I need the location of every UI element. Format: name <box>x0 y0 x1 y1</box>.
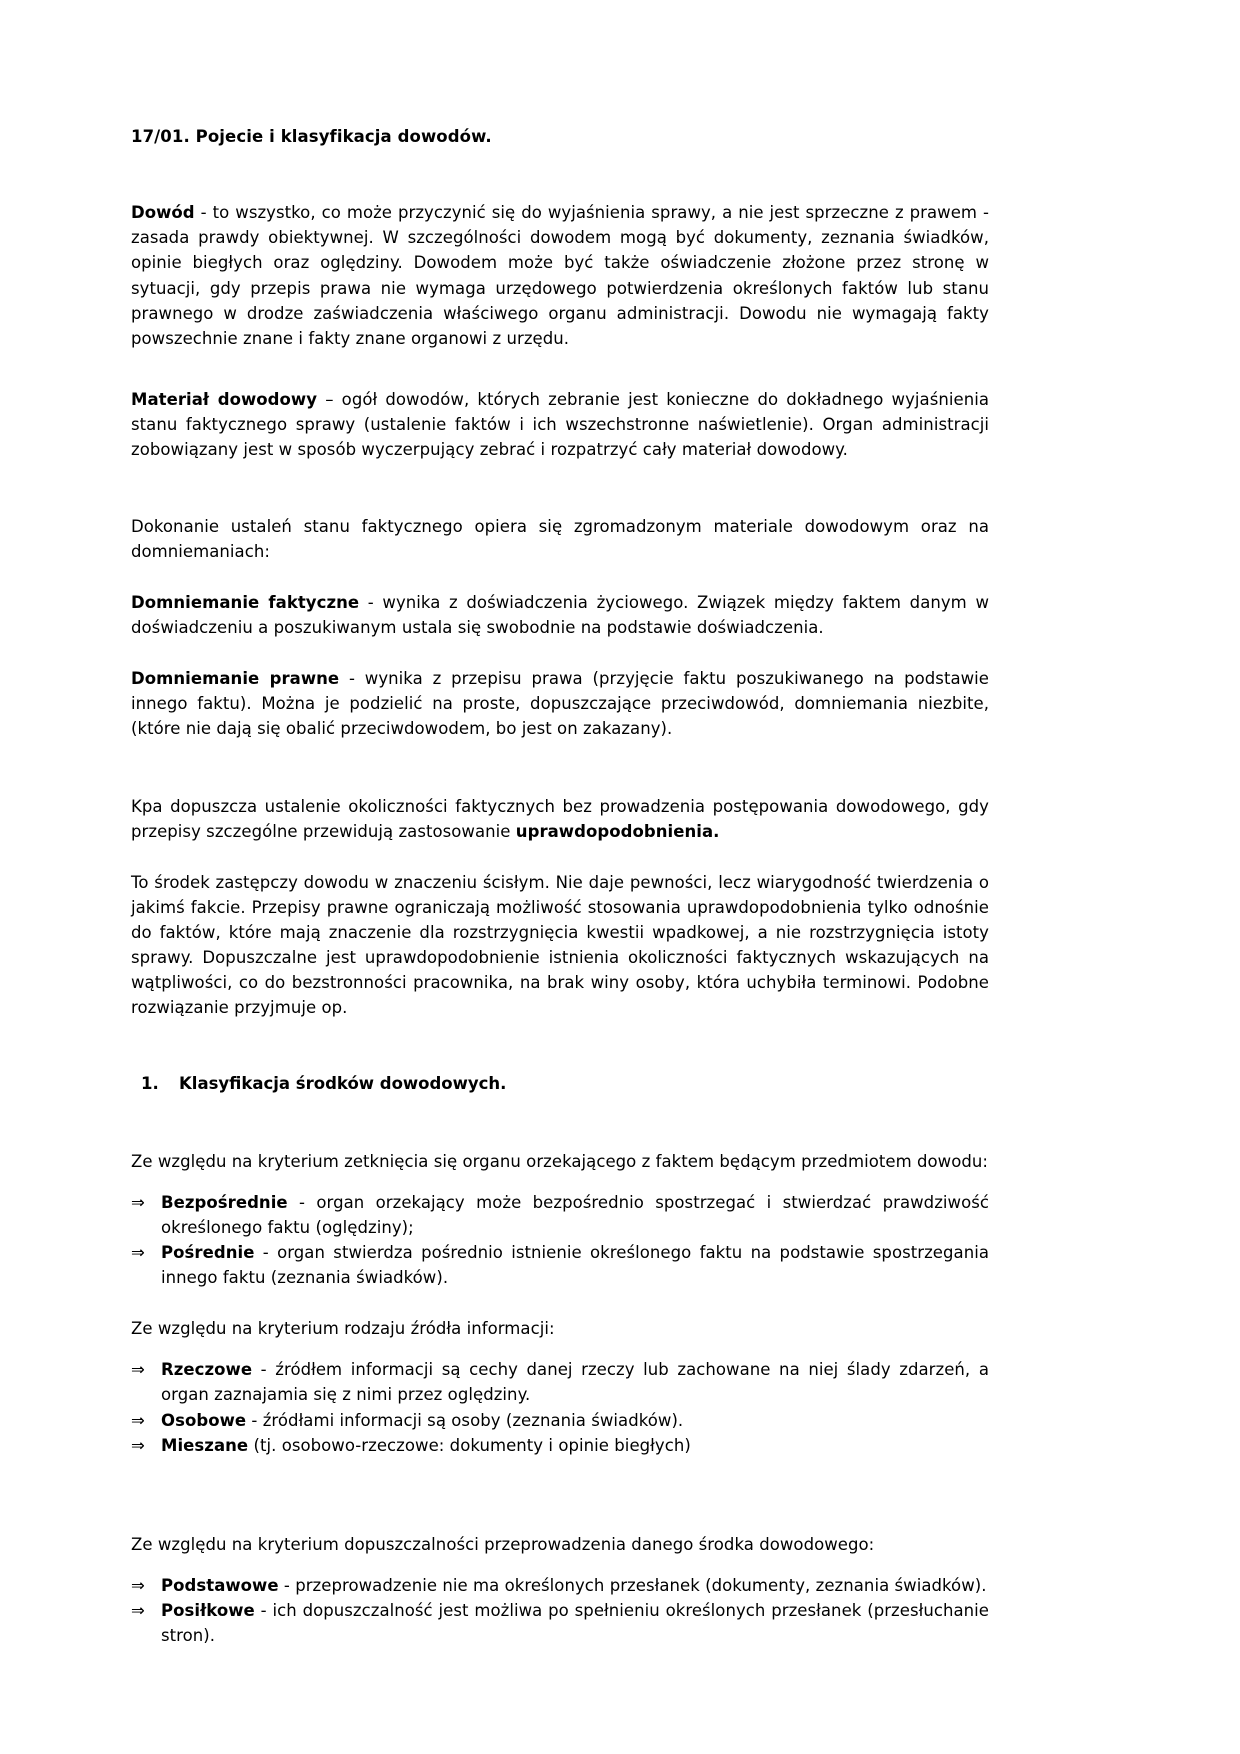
heading-klasyfikacja <box>131 1072 989 1097</box>
spacer <box>131 148 989 200</box>
spacer <box>131 1341 989 1357</box>
double-arrow-icon: ⇒ <box>131 1600 145 1620</box>
list-item <box>131 1240 989 1290</box>
intro-kryterium-dopuszczalnosci: Ze względu na kryterium dopuszczalności przeprowadzenia danego środka dowodowego: <box>131 1534 875 1554</box>
paragraph-srodek-zastepczy: To środek zastępczy dowodu w znaczeniu ścisłym. Nie daje pewności, lecz wiarygodność twierdzenia o jakimś fakcie. Przepisy prawne ograniczają możliwość stosowania uprawdopodobnienia tylko odnośnie do faktów, które mają znaczenie dla rozstrzygnięcia kwestii wpadkowej, a nie rozstrzygnięcia istoty sprawy. Dopuszczalne jest uprawdopodobnienie istnienia okoliczności faktycznych wskazujących na wątpliwości, co do bezstronności pracownika, na brak winy osoby, która uchybiła terminowi. Podobne rozwiązanie przyjmuje op. <box>131 872 989 1018</box>
term-material-dowodowy-body: – ogół dowodów, których zebranie jest konieczne do dokładnego wyjaśnienia stanu faktycznego sprawy (ustalenie faktów i ich wszechstronne naświetlenie). Organ administracji zobowiązany jest w sposób wyczerpujący zebrać i rozpatrzyć cały materiał dowodowy. <box>131 389 989 459</box>
spacer <box>131 1557 989 1573</box>
double-arrow-icon: ⇒ <box>131 1360 145 1380</box>
spacer <box>131 1174 989 1190</box>
document-content <box>131 126 989 1648</box>
list-item-term: Bezpośrednie <box>161 1192 288 1212</box>
kpa-emphasis-uprawdopodobnienia: uprawdopodobnienia. <box>515 821 720 841</box>
spacer <box>131 1097 989 1149</box>
paragraph-material-dowodowy <box>131 387 989 462</box>
list-item-term: Mieszane <box>161 1435 249 1455</box>
list-item-text <box>161 1190 989 1240</box>
spacer <box>131 640 989 666</box>
paragraph-domniemanie-faktyczne <box>131 590 989 640</box>
kpa-body-before: Kpa dopuszcza ustalenie okoliczności faktycznych bez prowadzenia postępowania dowodowego, gdy przepisy szczególne przewidują zastosowanie <box>131 796 989 841</box>
list-item <box>131 1357 989 1407</box>
list-item <box>131 1598 989 1648</box>
page-title: 17/01. Pojecie i klasyfikacja dowodów. <box>131 127 492 146</box>
list-item-body: - źródłami informacji są osoby (zeznania świadków). <box>246 1410 684 1430</box>
double-arrow-icon: ⇒ <box>131 1410 145 1430</box>
list-item <box>131 1408 989 1433</box>
double-arrow-icon: ⇒ <box>131 1192 145 1212</box>
spacer <box>131 1020 989 1072</box>
spacer <box>131 844 989 870</box>
list-item-term: Osobowe <box>161 1410 247 1430</box>
list-item-term: Podstawowe <box>161 1575 279 1595</box>
paragraph-dokonanie-ustalen: Dokonanie ustaleń stanu faktycznego opiera się zgromadzonym materiale dowodowym oraz na domniemaniach: <box>131 516 989 562</box>
spacer <box>131 1458 989 1532</box>
list-item-body: (tj. osobowo-rzeczowe: dokumenty i opinie biegłych) <box>248 1435 691 1455</box>
paragraph-kpa <box>131 794 989 844</box>
paragraph-dowod <box>131 200 989 350</box>
intro-kryterium-zrodla: Ze względu na kryterium rodzaju źródła informacji: <box>131 1319 555 1339</box>
list-item-text <box>161 1357 989 1407</box>
list-item-body: - przeprowadzenie nie ma określonych przesłanek (dokumenty, zeznania świadków). <box>278 1575 987 1595</box>
term-domniemanie-prawne-body: - wynika z przepisu prawa (przyjęcie faktu poszukiwanego na podstawie innego faktu). Można je podzielić na proste, dopuszczające przeciwdowód, domniemania niezbite, (które nie dają się obalić przeciwdowodem, bo jest on zakazany). <box>131 669 989 739</box>
intro-kryterium-zetkniecia: Ze względu na kryterium zetknięcia się organu orzekającego z faktem będącym przedmiotem dowodu: <box>131 1151 988 1171</box>
term-material-dowodowy: Materiał dowodowy <box>131 389 318 409</box>
list-item-text <box>161 1433 989 1458</box>
heading-klasyfikacja-label: Klasyfikacja środków dowodowych. <box>179 1074 507 1094</box>
double-arrow-icon: ⇒ <box>131 1243 145 1263</box>
term-domniemanie-faktyczne-body: - wynika z doświadczenia życiowego. Związek między faktem danym w doświadczeniu a poszukiwanym ustala się swobodnie na podstawie doświadczenia. <box>131 593 989 638</box>
list-item-body: - źródłem informacji są cechy danej rzeczy lub zachowane na niej ślady zdarzeń, a organ zaznajamia się z nimi przez oględziny. <box>161 1360 989 1405</box>
spacer <box>131 564 989 590</box>
list-kryterium-zetkniecia <box>131 1190 989 1290</box>
list-item-text <box>161 1408 989 1433</box>
list-item <box>131 1433 989 1458</box>
list-item-text <box>161 1240 989 1290</box>
double-arrow-icon: ⇒ <box>131 1575 145 1595</box>
list-item-body: - organ orzekający może bezpośrednio spostrzegać i stwierdzać prawdziwość określonego faktu (oględziny); <box>161 1192 989 1238</box>
list-kryterium-zrodla <box>131 1357 989 1457</box>
term-dowod-body: - to wszystko, co może przyczynić się do wyjaśnienia sprawy, a nie jest sprzeczne z prawem - zasada prawdy obiektywnej. W szczególności dowodem mogą być dokumenty, zeznania świadków, opinie biegłych oraz oględziny. Dowodem może być także oświadczenie złożone przez stronę w sytuacji, gdy przepis prawa nie wymaga urzędowego potwierdzenia określonych faktów lub stanu prawnego w drodze zaświadczenia właściwego organu administracji. Dowodu nie wymagają fakty powszechnie znane i fakty znane organowi z urzędu. <box>131 203 989 348</box>
term-dowod: Dowód <box>131 203 195 223</box>
list-item-body: - ich dopuszczalność jest możliwa po spełnieniu określonych przesłanek (przesłuchanie stron). <box>161 1600 989 1645</box>
list-item <box>131 1190 989 1240</box>
list-item-text <box>161 1598 989 1648</box>
spacer <box>131 351 989 387</box>
list-item-text <box>161 1573 989 1598</box>
list-item-term: Rzeczowe <box>161 1360 253 1380</box>
spacer <box>131 1290 989 1316</box>
spacer <box>131 742 989 794</box>
list-item <box>131 1573 989 1598</box>
paragraph-domniemanie-prawne <box>131 666 989 741</box>
double-arrow-icon: ⇒ <box>131 1435 145 1455</box>
spacer <box>131 462 989 514</box>
term-domniemanie-prawne: Domniemanie prawne <box>131 669 340 689</box>
term-domniemanie-faktyczne: Domniemanie faktyczne <box>131 593 360 613</box>
list-item-term: Pośrednie <box>161 1243 255 1263</box>
list-kryterium-dopuszczalnosci <box>131 1573 989 1648</box>
list-number: 1. <box>141 1074 159 1094</box>
list-item-body: - organ stwierdza pośrednio istnienie określonego faktu na podstawie spostrzegania innego faktu (zeznania świadków). <box>161 1243 989 1288</box>
list-item-term: Posiłkowe <box>161 1600 255 1620</box>
